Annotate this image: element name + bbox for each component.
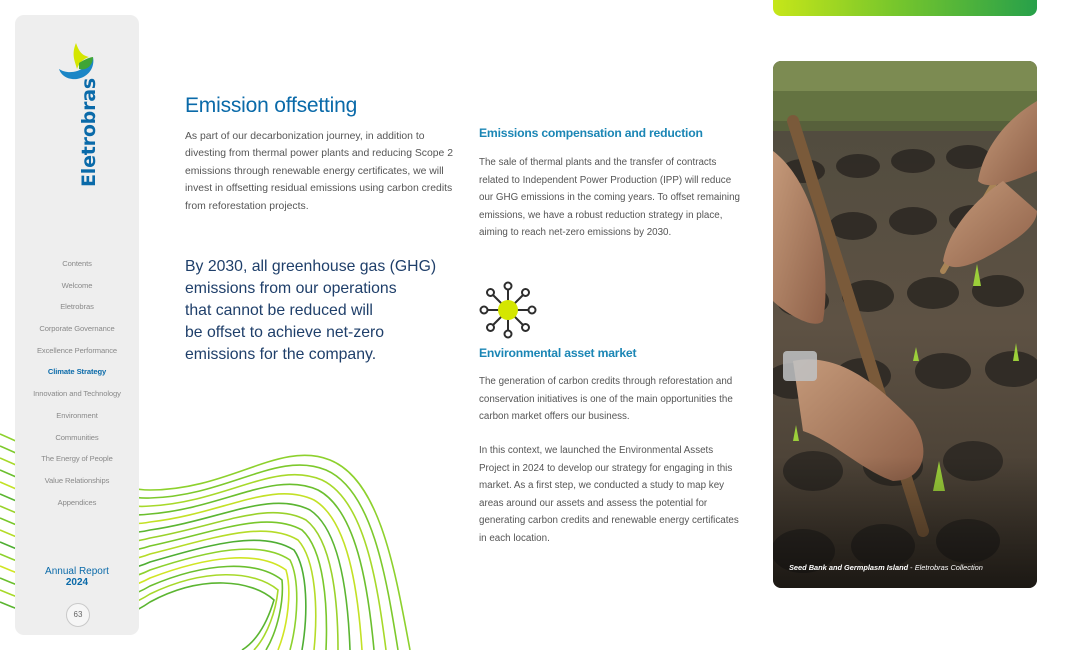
sidebar-item-environment[interactable]: Environment xyxy=(56,410,98,420)
caption-separator: - xyxy=(908,563,915,572)
sidebar-nav xyxy=(15,253,139,513)
sidebar-item-climate-strategy[interactable]: Climate Strategy xyxy=(47,367,107,377)
section-heading-compensation: Emissions compensation and reduction xyxy=(479,126,703,140)
report-year: 2024 xyxy=(65,577,89,588)
sidebar-item-energy-of-people[interactable]: The Energy of People xyxy=(41,454,113,464)
sidebar-item-communities[interactable]: Communities xyxy=(55,432,99,442)
highlight-line: be offset to achieve net-zero xyxy=(185,324,385,341)
report-label: Annual Report xyxy=(45,566,109,577)
sidebar-item-contents[interactable]: Contents xyxy=(62,259,92,268)
sidebar-item-innovation-technology[interactable]: Innovation and Technology xyxy=(33,389,121,399)
sidebar xyxy=(15,15,139,635)
highlight-line: emissions for the company. xyxy=(185,346,377,363)
sidebar-item-corporate-governance[interactable]: Corporate Governance xyxy=(39,324,115,334)
brand-name: Eletrobras xyxy=(78,78,100,187)
sidebar-item-eletrobras[interactable]: Eletrobras xyxy=(60,302,94,312)
photo-caption xyxy=(789,563,983,572)
section-body-compensation: The sale of thermal plants and the transfer of contracts related to Independent Power Production (IPP) will reduce our GHG emissions in the coming years. To offset remaining emissions, we have a robust reduction strategy in place, aiming to reach net-zero emissions by 2030. xyxy=(479,157,741,239)
caption-title: Seed Bank and Germplasm Island xyxy=(789,563,909,572)
seedling-planting-photo xyxy=(773,61,1037,588)
annual-report-label xyxy=(15,566,139,588)
top-accent-bar xyxy=(773,0,1037,16)
section-heading-environmental-market: Environmental asset market xyxy=(479,346,637,360)
network-icon xyxy=(478,280,538,340)
page-title: Emission offsetting xyxy=(185,94,358,117)
sidebar-item-appendices[interactable]: Appendices xyxy=(57,497,97,507)
eletrobras-logo-icon xyxy=(59,43,95,83)
section-body-environmental-market-1: The generation of carbon credits through reforestation and conservation initiatives is one of the main opportunities the carbon market offers our business. xyxy=(479,376,733,423)
caption-credit: Eletrobras Collection xyxy=(914,563,983,572)
photo-illustration xyxy=(773,61,1037,588)
highlight-line: emissions from our operations xyxy=(185,280,397,297)
sidebar-item-value-relationships[interactable]: Value Relationships xyxy=(44,475,110,485)
highlight-line: that cannot be reduced will xyxy=(185,302,373,319)
section-body-environmental-market-2: In this context, we launched the Environmental Assets Project in 2024 to develop our strategy for engaging in this market. As a first step, we conducted a study to map key areas around our assets and assess the potential for generating carbon credits and renewable energy certificates in each location. xyxy=(479,445,739,544)
sidebar-item-excellence-performance[interactable]: Excellence Performance xyxy=(36,345,118,355)
page-number: 63 xyxy=(66,603,90,627)
sidebar-item-welcome[interactable]: Welcome xyxy=(61,280,93,290)
intro-paragraph: As part of our decarbonization journey, in addition to divesting from thermal power plants and reducing Scope 2 emissions through renewable energy certificates, we will invest in offsetting residual emissions using carbon credits from reforestation projects. xyxy=(185,131,453,212)
highlight-statement xyxy=(185,256,453,366)
highlight-line: By 2030, all greenhouse gas (GHG) xyxy=(185,258,437,275)
